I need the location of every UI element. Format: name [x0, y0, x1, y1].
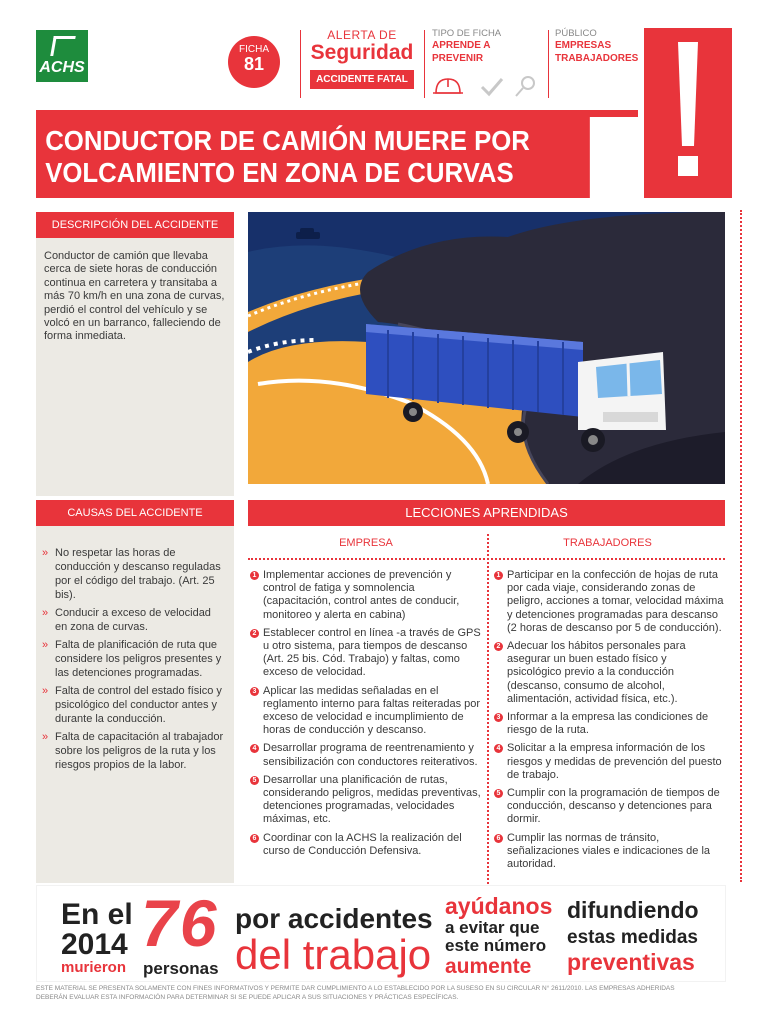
empresa-heading: EMPRESA [339, 537, 393, 549]
title-line-1: CONDUCTOR DE CAMIÓN MUERE POR [45, 125, 530, 156]
publico-label: PÚBLICO [555, 28, 597, 39]
achs-logo [36, 30, 88, 82]
truck-illustration [248, 212, 725, 484]
tipo-block [432, 28, 544, 106]
empresa-item-text: Aplicar las medidas señaladas en el reglamento interno para faltas reiteradas por exceso de velocidad e incumplimiento de horas de conducción y descanso. [263, 684, 481, 737]
banner-aumente: aumente [445, 955, 532, 978]
banner-por-accidentes: por accidentes [235, 903, 433, 934]
helmet-icon [433, 79, 463, 93]
trabajadores-item-text: Cumplir las normas de tránsito, señalizaciones viales e indicaciones de la autoridad. [507, 831, 711, 871]
trabajadores-heading: TRABAJADORES [563, 537, 652, 549]
banner-preventivas: preventivas [567, 949, 695, 975]
footer-line-1: ESTE MATERIAL SE PRESENTA SOLAMENTE CON FINES INFORMATIVOS Y PERMITE DAR CUMPLIMIENTO A LO ESTABLECIDO POR LA SUSESO EN SU CIRCULAR N° 2611/2010. LAS EMPRESAS ADHERIDAS [36, 985, 675, 992]
tipo-value: APRENDE A PREVENIR [432, 40, 491, 64]
tipo-icons [432, 71, 544, 101]
trabajadores-item-text: Cumplir con la programación de tiempos de conducción, descanso y detenciones para dormir. [507, 787, 720, 826]
exclamation-bar [678, 42, 698, 146]
ficha-badge [228, 36, 280, 88]
banner-estas-medidas: estas medidas [567, 927, 698, 948]
empresa-item-text: Implementar acciones de prevención y control de fatiga y somnolencia (capacitación, control antes de conducir, monitoreo y alerta en cabina) [263, 569, 460, 621]
dotted-divider [740, 210, 742, 882]
number-badge: 6 [250, 834, 259, 843]
banner-year: 2014 [61, 928, 128, 961]
causa-item: » Conducir a exceso de velocidad en zona de curvas. [42, 606, 226, 634]
banner-personas: personas [143, 959, 219, 978]
empresa-item [250, 627, 482, 680]
number-badge: 5 [494, 789, 503, 798]
statistics-banner [36, 885, 726, 982]
page-title [36, 117, 590, 198]
trabajadores-item [494, 711, 724, 737]
number-badge: 4 [250, 744, 259, 753]
banner-murieron [61, 960, 126, 976]
lecciones-heading: LECCIONES APRENDIDAS [248, 500, 725, 526]
title-top-line [36, 110, 638, 117]
causa-item: » Falta de planificación de ruta que considere los peligros presentes y las detenciones programadas. [42, 638, 226, 680]
trabajadores-item-text: Informar a la empresa las condiciones de riesgo de la ruta. [507, 711, 709, 737]
magnifier-icon [516, 77, 534, 96]
descripcion-text: Conductor de camión que llevaba cerca de siete horas de conducción continua en carretera y transitaba a más 70 km/h en una zona de curvas, perdió el control del vehículo y se volcó en un barranco, falleciendo de forma inmediata. [44, 250, 225, 343]
number-badge: 4 [494, 744, 503, 753]
logo-text: ACHS [39, 59, 85, 76]
number-badge: 1 [250, 571, 259, 580]
number-badge: 3 [494, 713, 503, 722]
seguridad-label: Seguridad [310, 41, 414, 64]
footer-line-2: DEBERÁN EVALUAR ESTA INFORMACIÓN PARA DETERMINAR SI SE PUEDE APLICAR A SUS SITUACIONES Y PRÁCTICAS ESPECÍFICAS. [36, 994, 459, 1001]
banner-del-trabajo: del trabajo [235, 931, 432, 978]
empresa-item-text: Establecer control en línea -a través de GPS u otro sistema, para tiempos de descanso (Art. 25 bis. Cód. Trabajo) y faltas, como exceso de velocidad. [263, 626, 481, 679]
banner-difundiendo: difundiendo [567, 897, 699, 923]
publico-empresas: EMPRESAS [555, 40, 612, 51]
descripcion-heading: DESCRIPCIÓN DEL ACCIDENTE [36, 212, 234, 238]
column-divider [487, 534, 489, 884]
empresa-item [250, 774, 482, 827]
number-badge: 5 [250, 776, 259, 785]
check-icon [482, 79, 502, 94]
causa-item: » Falta de control del estado físico y psicológico del conductor antes y durante la conducción. [42, 684, 226, 726]
exclamation-icon [644, 28, 732, 198]
empresa-item [250, 832, 482, 858]
number-badge: 2 [494, 642, 503, 651]
banner-este-numero: este número [445, 936, 547, 955]
banner-ayudanos: ayúdanos [445, 893, 553, 919]
trabajadores-item-text: Solicitar a la empresa información de los riesgos y medidas de prevención del puesto de trabajo. [507, 742, 722, 781]
causa-item: » Falta de capacitación al trabajador sobre los peligros de la ruta y los riesgos propios de la labor. [42, 730, 226, 772]
trabajadores-item [494, 832, 724, 872]
number-badge: 1 [494, 571, 503, 580]
number-badge: 2 [250, 629, 259, 638]
causa-item: » No respetar las horas de conducción y descanso reguladas por el código del trabajo. (Art. 25 bis). [42, 546, 226, 602]
exclamation-dot [678, 156, 698, 176]
causas-heading: CAUSAS DEL ACCIDENTE [36, 500, 234, 526]
number-badge: 6 [494, 834, 503, 843]
ficha-label: FICHA [239, 44, 269, 55]
dotted-separator [248, 558, 725, 560]
trabajadores-item-text: Adecuar los hábitos personales para asegurar un buen estado físico y psicológico previo a la conducción (descanso, consumo de alcohol, alimentación, actividad física, etc.). [507, 640, 686, 705]
banner-number: 76 [141, 886, 219, 960]
divider [300, 30, 301, 98]
tipo-label: TIPO DE FICHA [432, 28, 502, 39]
empresa-item-text: Desarrollar una planificación de rutas, considerando peligros, medidas preventivas, detenciones programadas, velocidades máximas, etc. [263, 773, 481, 826]
publico-trabajadores: TRABAJADORES [555, 53, 639, 64]
trabajadores-item [494, 787, 724, 827]
divider [548, 30, 549, 98]
causas-panel [36, 500, 234, 883]
divider [424, 30, 425, 98]
empresa-item [250, 569, 482, 622]
publico-block [555, 28, 643, 65]
trabajadores-item [494, 742, 724, 782]
alerta-block [310, 28, 414, 89]
trabajadores-item [494, 640, 724, 706]
number-badge: 3 [250, 687, 259, 696]
trabajadores-list [494, 569, 724, 876]
banner-a-evitar: a evitar que [445, 918, 540, 937]
descripcion-panel [36, 212, 234, 496]
leaf-icon [50, 36, 76, 56]
empresa-item [250, 742, 482, 768]
trabajadores-item [494, 569, 724, 635]
accidente-badge: ACCIDENTE FATAL [310, 70, 414, 89]
murieron-text: murieron [61, 959, 127, 976]
empresa-item-text: Desarrollar programa de reentrenamiento y sensibilización con conductores reiterativos. [263, 742, 478, 768]
ficha-number: 81 [243, 54, 265, 74]
empresa-item-text: Coordinar con la ACHS la realización del curso de Conducción Defensiva. [263, 831, 462, 857]
banner-en-el: En el [61, 898, 133, 931]
trabajadores-item-text: Participar en la confección de hojas de ruta por cada viaje, considerando zonas de peligro, acciones a tomar, velocidad máxima y detenciones programadas para descanso (2 horas de descanso por 5 de conducción). [507, 569, 724, 634]
alerta-label: ALERTA DE [327, 28, 397, 42]
empresa-item [250, 685, 482, 738]
footer-disclaimer [36, 984, 726, 1002]
title-line-2: VOLCAMIENTO EN ZONA DE CURVAS [45, 157, 514, 188]
empresa-list [250, 569, 482, 863]
